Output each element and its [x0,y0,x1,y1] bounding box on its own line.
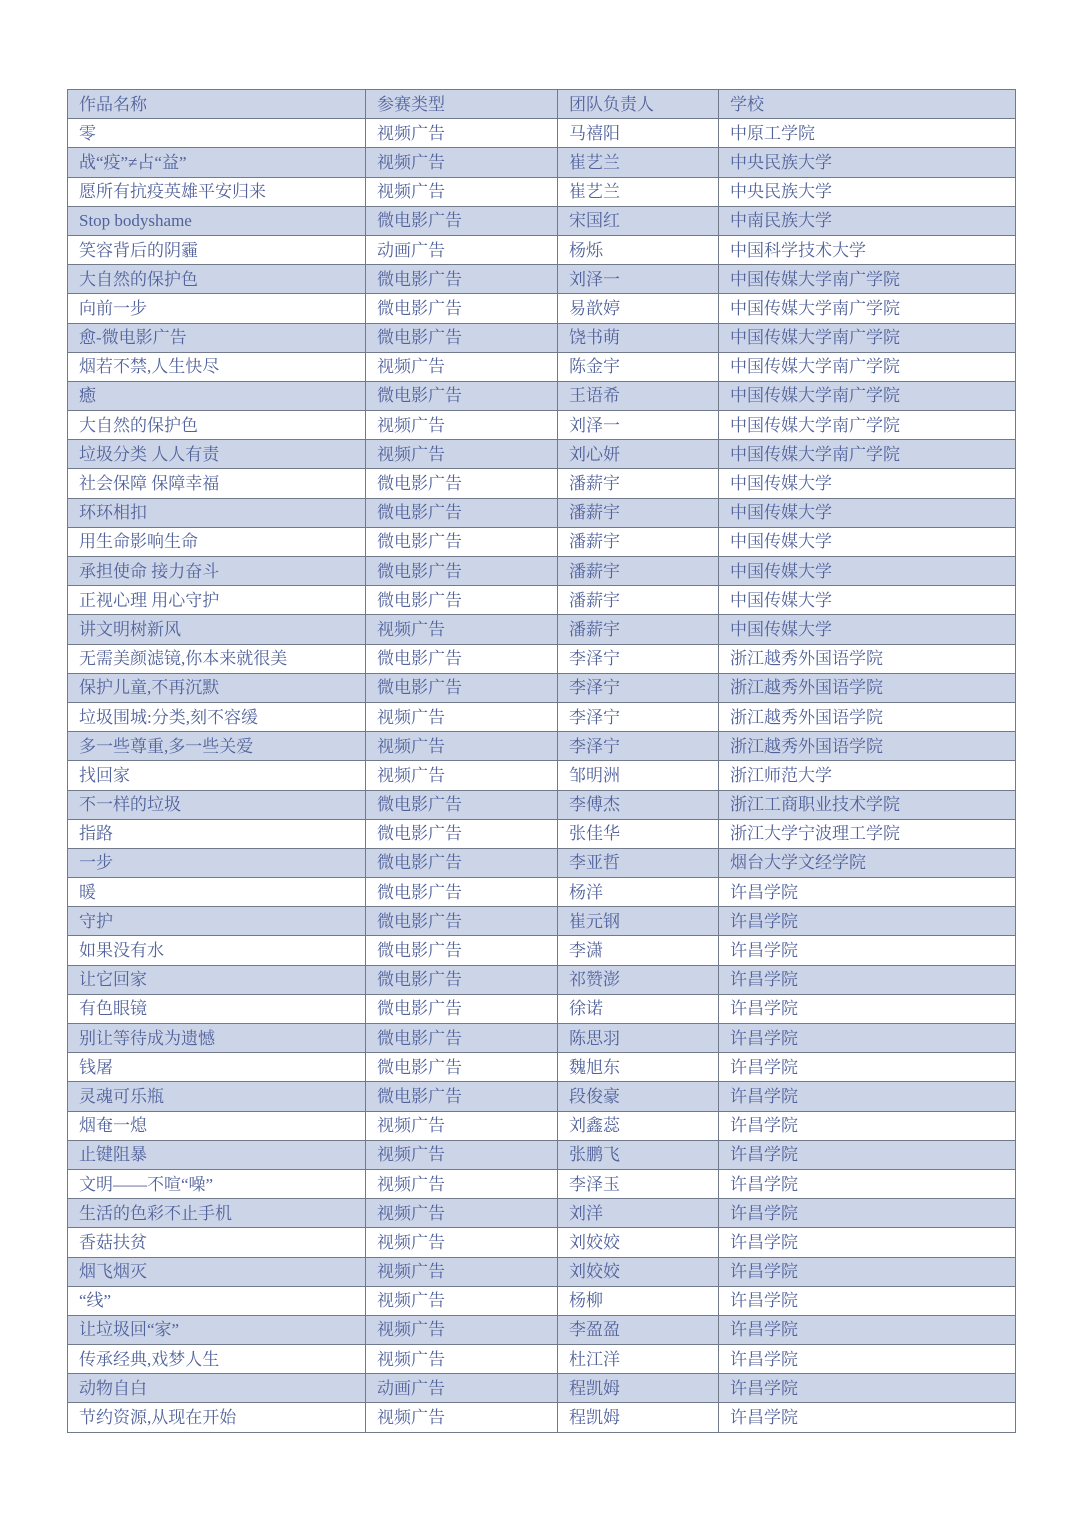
school-cell: 许昌学院 [719,1169,1016,1198]
team-leader-cell: 宋国红 [558,206,719,235]
work-title-cell: 烟飞烟灭 [68,1257,366,1286]
entry-type-cell: 微电影广告 [366,878,558,907]
table-row [68,848,1016,877]
team-leader-cell: 李泽宁 [558,732,719,761]
table-row [68,440,1016,469]
entry-type-cell: 视频广告 [366,1228,558,1257]
table-row [68,644,1016,673]
entry-type-cell: 微电影广告 [366,1082,558,1111]
entry-type-cell: 微电影广告 [366,557,558,586]
work-title-cell: 暖 [68,878,366,907]
table-row [68,1286,1016,1315]
team-leader-cell: 崔艺兰 [558,177,719,206]
table-row [68,1374,1016,1403]
table-row [68,1024,1016,1053]
school-cell: 烟台大学文经学院 [719,848,1016,877]
table-row [68,498,1016,527]
school-cell: 许昌学院 [719,1403,1016,1432]
work-title-cell: 别让等待成为遗憾 [68,1024,366,1053]
entry-type-cell: 视频广告 [366,352,558,381]
school-cell: 中国传媒大学南广学院 [719,294,1016,323]
table-row [68,1053,1016,1082]
school-cell: 许昌学院 [719,1228,1016,1257]
school-cell: 中国传媒大学南广学院 [719,352,1016,381]
table-row [68,294,1016,323]
table-row [68,206,1016,235]
school-cell: 中国传媒大学 [719,615,1016,644]
table-row [68,1082,1016,1111]
team-leader-cell: 程凯姆 [558,1403,719,1432]
school-cell: 浙江越秀外国语学院 [719,732,1016,761]
work-title-cell: 大自然的保护色 [68,411,366,440]
table-row [68,352,1016,381]
school-cell: 浙江师范大学 [719,761,1016,790]
table-row [68,673,1016,702]
school-cell: 许昌学院 [719,1024,1016,1053]
work-title-cell: 社会保障 保障幸福 [68,469,366,498]
work-title-cell: 愿所有抗疫英雄平安归来 [68,177,366,206]
school-cell: 中国传媒大学南广学院 [719,411,1016,440]
work-title-cell: 癒 [68,381,366,410]
team-leader-cell: 李盈盈 [558,1315,719,1344]
work-title-cell: 向前一步 [68,294,366,323]
entry-type-cell: 微电影广告 [366,907,558,936]
team-leader-cell: 刘鑫蕊 [558,1111,719,1140]
team-leader-cell: 潘薪宇 [558,557,719,586]
entry-type-cell: 微电影广告 [366,644,558,673]
school-cell: 许昌学院 [719,1199,1016,1228]
school-cell: 中国传媒大学南广学院 [719,265,1016,294]
school-cell: 中原工学院 [719,119,1016,148]
work-title-cell: 如果没有水 [68,936,366,965]
school-cell: 许昌学院 [719,936,1016,965]
team-leader-cell: 邹明洲 [558,761,719,790]
entry-type-cell: 视频广告 [366,1257,558,1286]
work-title-cell: 传承经典,戏梦人生 [68,1345,366,1374]
school-cell: 许昌学院 [719,1286,1016,1315]
entry-type-cell: 视频广告 [366,148,558,177]
team-leader-cell: 魏旭东 [558,1053,719,1082]
school-cell: 中国传媒大学南广学院 [719,381,1016,410]
table-row [68,527,1016,556]
entry-type-cell: 视频广告 [366,1140,558,1169]
table-row [68,1199,1016,1228]
school-cell: 中央民族大学 [719,177,1016,206]
team-leader-cell: 李泽宁 [558,702,719,731]
table-row [68,411,1016,440]
school-cell: 许昌学院 [719,965,1016,994]
entry-type-cell: 视频广告 [366,1169,558,1198]
work-title-cell: 用生命影响生命 [68,527,366,556]
entry-type-cell: 微电影广告 [366,819,558,848]
entry-type-cell: 微电影广告 [366,936,558,965]
team-leader-cell: 杨柳 [558,1286,719,1315]
team-leader-cell: 徐诺 [558,994,719,1023]
entry-type-cell: 视频广告 [366,615,558,644]
entry-type-cell: 视频广告 [366,1111,558,1140]
entry-type-cell: 视频广告 [366,1345,558,1374]
school-cell: 中国传媒大学 [719,586,1016,615]
team-leader-cell: 潘薪宇 [558,469,719,498]
work-title-cell: 保护儿童,不再沉默 [68,673,366,702]
work-title-cell: 节约资源,从现在开始 [68,1403,366,1432]
entry-type-cell: 视频广告 [366,1286,558,1315]
table-row [68,1228,1016,1257]
school-cell: 许昌学院 [719,1111,1016,1140]
team-leader-cell: 王语希 [558,381,719,410]
team-leader-cell: 李傅杰 [558,790,719,819]
table-row [68,994,1016,1023]
team-leader-cell: 李泽宁 [558,673,719,702]
work-title-cell: 文明——不喧“噪” [68,1169,366,1198]
entry-type-cell: 微电影广告 [366,498,558,527]
work-title-cell: 动物自白 [68,1374,366,1403]
team-leader-cell: 祁赞澎 [558,965,719,994]
team-leader-cell: 饶书萌 [558,323,719,352]
entry-type-cell: 微电影广告 [366,848,558,877]
table-row [68,615,1016,644]
school-cell: 中国传媒大学 [719,469,1016,498]
table-row [68,1403,1016,1432]
school-cell: 浙江越秀外国语学院 [719,702,1016,731]
table-row [68,819,1016,848]
table-row [68,1257,1016,1286]
work-title-cell: 多一些尊重,多一些关爱 [68,732,366,761]
team-leader-cell: 潘薪宇 [558,586,719,615]
entry-type-cell: 微电影广告 [366,994,558,1023]
school-cell: 许昌学院 [719,1315,1016,1344]
entry-type-cell: 视频广告 [366,119,558,148]
table-row [68,265,1016,294]
school-cell: 许昌学院 [719,1345,1016,1374]
work-title-cell: 垃圾分类 人人有责 [68,440,366,469]
team-leader-cell: 潘薪宇 [558,615,719,644]
work-title-cell: 有色眼镜 [68,994,366,1023]
school-cell: 中南民族大学 [719,206,1016,235]
work-title-cell: 香菇扶贫 [68,1228,366,1257]
school-cell: 浙江越秀外国语学院 [719,644,1016,673]
school-cell: 中国传媒大学 [719,557,1016,586]
team-leader-cell: 段俊豪 [558,1082,719,1111]
school-cell: 中国传媒大学 [719,527,1016,556]
work-title-cell: 找回家 [68,761,366,790]
col-header-work-title: 作品名称 [68,90,366,119]
entry-type-cell: 视频广告 [366,177,558,206]
work-title-cell: 烟若不禁,人生快尽 [68,352,366,381]
team-leader-cell: 杨烁 [558,235,719,264]
work-title-cell: 环环相扣 [68,498,366,527]
work-title-cell: 笑容背后的阴霾 [68,235,366,264]
school-cell: 浙江大学宁波理工学院 [719,819,1016,848]
table-row [68,177,1016,206]
work-title-cell: 垃圾围城:分类,刻不容缓 [68,702,366,731]
table-row [68,761,1016,790]
school-cell: 许昌学院 [719,1053,1016,1082]
entry-type-cell: 视频广告 [366,1403,558,1432]
work-title-cell: 正视心理 用心守护 [68,586,366,615]
work-title-cell: 灵魂可乐瓶 [68,1082,366,1111]
work-title-cell: 烟奄一熄 [68,1111,366,1140]
work-title-cell: 无需美颜滤镜,你本来就很美 [68,644,366,673]
school-cell: 许昌学院 [719,907,1016,936]
entry-type-cell: 视频广告 [366,732,558,761]
school-cell: 中央民族大学 [719,148,1016,177]
table-row [68,235,1016,264]
team-leader-cell: 李泽宁 [558,644,719,673]
table-row [68,732,1016,761]
team-leader-cell: 刘泽一 [558,411,719,440]
work-title-cell: Stop bodyshame [68,206,366,235]
work-title-cell: 守护 [68,907,366,936]
work-title-cell: 让垃圾回“家” [68,1315,366,1344]
school-cell: 浙江越秀外国语学院 [719,673,1016,702]
team-leader-cell: 张佳华 [558,819,719,848]
table-row [68,1111,1016,1140]
school-cell: 中国传媒大学 [719,498,1016,527]
entry-type-cell: 微电影广告 [366,469,558,498]
team-leader-cell: 崔艺兰 [558,148,719,177]
entry-type-cell: 微电影广告 [366,265,558,294]
school-cell: 许昌学院 [719,1140,1016,1169]
work-title-cell: 愈-微电影广告 [68,323,366,352]
team-leader-cell: 马禧阳 [558,119,719,148]
entry-type-cell: 微电影广告 [366,1053,558,1082]
col-header-school: 学校 [719,90,1016,119]
team-leader-cell: 陈思羽 [558,1024,719,1053]
entries-table [67,89,1016,1433]
work-title-cell: 止键阻暴 [68,1140,366,1169]
school-cell: 中国传媒大学南广学院 [719,323,1016,352]
table-row [68,148,1016,177]
work-title-cell: 指路 [68,819,366,848]
table-row [68,469,1016,498]
school-cell: 中国传媒大学南广学院 [719,440,1016,469]
work-title-cell: 让它回家 [68,965,366,994]
work-title-cell: 讲文明树新风 [68,615,366,644]
entry-type-cell: 微电影广告 [366,673,558,702]
entry-type-cell: 动画广告 [366,235,558,264]
entry-type-cell: 微电影广告 [366,1024,558,1053]
col-header-entry-type: 参赛类型 [366,90,558,119]
entry-type-cell: 视频广告 [366,411,558,440]
work-title-cell: 一步 [68,848,366,877]
work-title-cell: 生活的色彩不止手机 [68,1199,366,1228]
school-cell: 许昌学院 [719,994,1016,1023]
school-cell: 许昌学院 [719,878,1016,907]
entry-type-cell: 微电影广告 [366,965,558,994]
table-row [68,965,1016,994]
table-row [68,557,1016,586]
entry-type-cell: 视频广告 [366,1315,558,1344]
table-row [68,1345,1016,1374]
entry-type-cell: 视频广告 [366,702,558,731]
team-leader-cell: 李泽玉 [558,1169,719,1198]
table-row [68,1140,1016,1169]
entry-type-cell: 微电影广告 [366,586,558,615]
table-row [68,381,1016,410]
col-header-team-leader: 团队负责人 [558,90,719,119]
school-cell: 许昌学院 [719,1082,1016,1111]
work-title-cell: 钱屠 [68,1053,366,1082]
table-row [68,878,1016,907]
entry-type-cell: 视频广告 [366,1199,558,1228]
team-leader-cell: 刘泽一 [558,265,719,294]
entry-type-cell: 视频广告 [366,761,558,790]
entry-type-cell: 动画广告 [366,1374,558,1403]
table-row [68,1169,1016,1198]
team-leader-cell: 潘薪宇 [558,527,719,556]
team-leader-cell: 潘薪宇 [558,498,719,527]
entry-type-cell: 微电影广告 [366,790,558,819]
team-leader-cell: 刘洋 [558,1199,719,1228]
team-leader-cell: 刘心妍 [558,440,719,469]
work-title-cell: 大自然的保护色 [68,265,366,294]
table-row [68,702,1016,731]
table-row [68,323,1016,352]
entry-type-cell: 微电影广告 [366,323,558,352]
entry-type-cell: 微电影广告 [366,294,558,323]
school-cell: 中国科学技术大学 [719,235,1016,264]
team-leader-cell: 李潇 [558,936,719,965]
school-cell: 许昌学院 [719,1257,1016,1286]
team-leader-cell: 杜江洋 [558,1345,719,1374]
table-row [68,907,1016,936]
work-title-cell: 零 [68,119,366,148]
work-title-cell: “线” [68,1286,366,1315]
work-title-cell: 不一样的垃圾 [68,790,366,819]
team-leader-cell: 杨洋 [558,878,719,907]
team-leader-cell: 易歆婷 [558,294,719,323]
table-row [68,936,1016,965]
team-leader-cell: 李亚哲 [558,848,719,877]
school-cell: 许昌学院 [719,1374,1016,1403]
team-leader-cell: 程凯姆 [558,1374,719,1403]
team-leader-cell: 刘姣姣 [558,1257,719,1286]
work-title-cell: 战“疫”≠占“益” [68,148,366,177]
entry-type-cell: 视频广告 [366,440,558,469]
team-leader-cell: 张鹏飞 [558,1140,719,1169]
table-row [68,586,1016,615]
work-title-cell: 承担使命 接力奋斗 [68,557,366,586]
entry-type-cell: 微电影广告 [366,381,558,410]
team-leader-cell: 陈金宇 [558,352,719,381]
header-row [68,90,1016,119]
table-row [68,790,1016,819]
team-leader-cell: 崔元钢 [558,907,719,936]
entry-type-cell: 微电影广告 [366,527,558,556]
school-cell: 浙江工商职业技术学院 [719,790,1016,819]
table-row [68,119,1016,148]
team-leader-cell: 刘姣姣 [558,1228,719,1257]
table-row [68,1315,1016,1344]
entry-type-cell: 微电影广告 [366,206,558,235]
